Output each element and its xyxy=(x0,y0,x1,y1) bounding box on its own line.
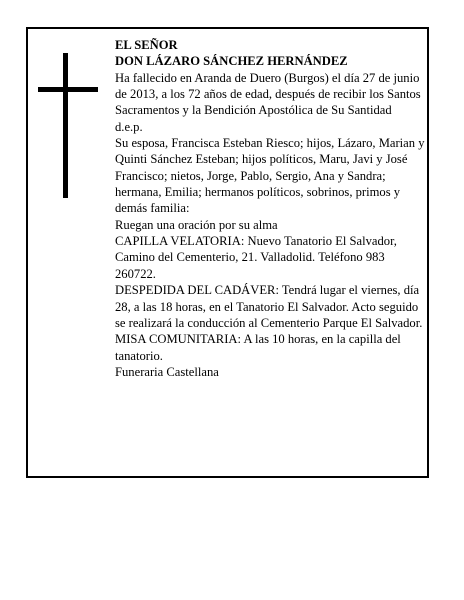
prayer-line: Ruegan una oración por su alma xyxy=(115,217,278,232)
obituary-text xyxy=(115,37,425,380)
heading-title: EL SEÑOR xyxy=(115,38,178,52)
chapel-paragraph: CAPILLA VELATORIA: Nuevo Tanatorio El Salvador, Camino del Cementerio, 21. Valladolid. Teléfono 983 260722. xyxy=(115,234,397,281)
farewell-paragraph: DESPEDIDA DEL CADÁVER: Tendrá lugar el viernes, día 28, a las 18 horas, en el Tanatorio El Salvador. Acto seguido se realizará la conducción al Cementerio Parque El Salvador. xyxy=(115,283,423,330)
funeral-home-line: Funeraria Castellana xyxy=(115,364,219,379)
family-paragraph: Su esposa, Francisca Esteban Riesco; hijos, Lázaro, Marian y Quinti Sánchez Esteban; hijos políticos, Maru, Javi y José Francisco; nietos, Jorge, Pablo, Sergio, Ana y Sandra; hermana, Emilia; hermanos políticos, sobrinos, primos y demás familia: xyxy=(115,136,425,216)
death-notice-paragraph: Ha fallecido en Aranda de Duero (Burgos) el día 27 de junio de 2013, a los 72 años de edad, después de recibir los Santos Sacramentos y la Bendición Apostólica de Su Santidad xyxy=(115,70,421,118)
cross-icon xyxy=(38,53,98,198)
mass-paragraph: MISA COMUNITARIA: A las 10 horas, en la capilla del tanatorio. xyxy=(115,332,401,363)
deceased-name: DON LÁZARO SÁNCHEZ HERNÁNDEZ xyxy=(115,54,348,69)
cross-horizontal-bar xyxy=(38,87,98,92)
cross-vertical-bar xyxy=(63,53,68,198)
dep-line: d.e.p. xyxy=(115,119,143,134)
